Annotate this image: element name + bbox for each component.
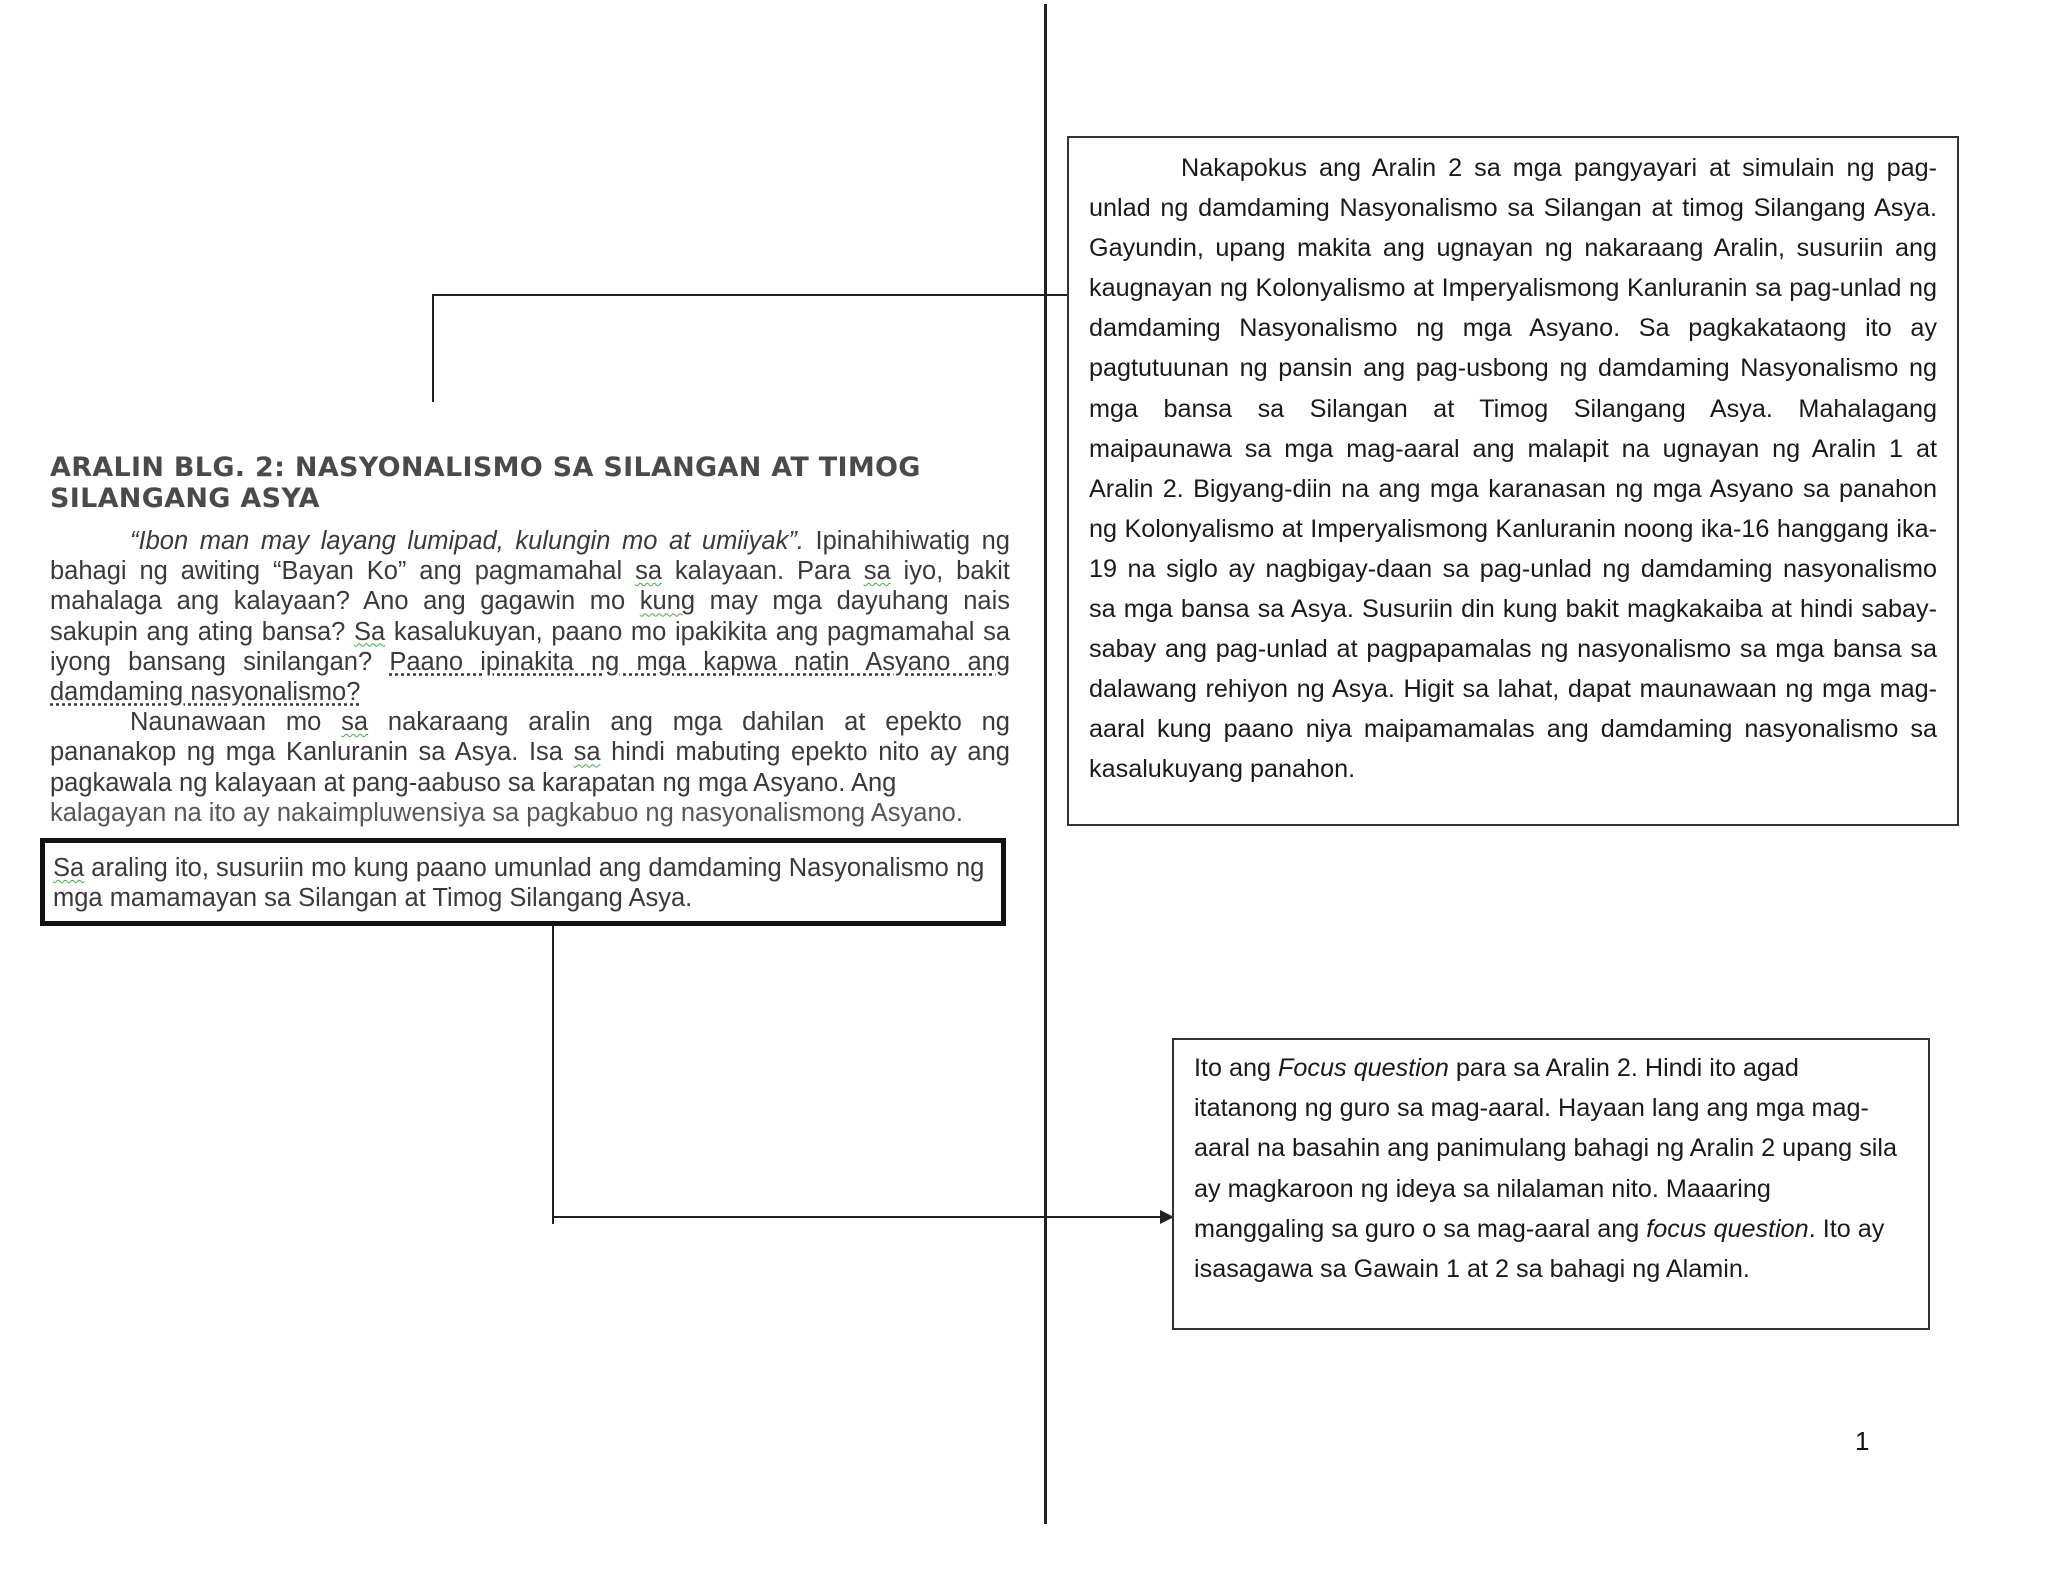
spellcheck-word: sa [573, 738, 601, 767]
connector-line-horizontal-top [432, 294, 1067, 296]
review-text-c: hindi mabuting epekto nito ay ang pagkawala ng kalayaan at pang-aabuso sa karapatan ng mga Asyano. Ang [50, 738, 1010, 797]
lesson-focus-box [40, 838, 1006, 926]
lesson-excerpt [50, 452, 1011, 827]
review-text-a: Naunawaan mo [130, 708, 342, 737]
lesson-title-line-1: ARALIN BLG. 2: NASYONALISMO SA SILANGAN AT TIMOG [50, 452, 921, 483]
spellcheck-word: sa [863, 557, 891, 586]
spellcheck-word: kung [639, 587, 696, 616]
teacher-note-overview [1067, 136, 1959, 826]
intro-text-b: kalayaan. Para [662, 557, 864, 586]
spellcheck-word: Sa [354, 617, 386, 646]
connector-line-horizontal-bottom [552, 1216, 1162, 1218]
lesson-focus-body: araling ito, susuriin mo kung paano umunlad ang damdaming Nasyonalismo ng mga mamamayan sa Silangan at Timog Silangang Asya. [53, 854, 985, 912]
spellcheck-word: sa [341, 708, 369, 737]
spellcheck-word: sa [635, 557, 662, 586]
connector-line-vertical-top [432, 294, 434, 402]
teacher-note-focus-question-text [1194, 1048, 1908, 1289]
teacher-note-focus-question [1172, 1038, 1930, 1330]
page-number: 1 [1855, 1426, 1870, 1456]
teacher-note-overview-text: Nakapokus ang Aralin 2 sa mga pangyayari at simulain ng pag-unlad ng damdaming Nasyonalismo sa Silangan at timog Silangang Asya. Gayundin, upang makita ang ugnayan ng nakaraang Aralin, susuriin ang kaugnayan ng Kolonyalismo at Imperyalismong Kanluranin sa pag-unlad ng damdaming Nasyonalismo ng mga Asyano. Sa pagkakataong ito ay pagtutuunan ng pansin ang pag-usbong ng damdaming Nasyonalismo ng mga bansa sa Silangan at Timog Silangang Asya. Mahalagang maipaunawa sa mga mag-aaral ang malapit na ugnayan ng Aralin 1 at Aralin 2. Bigyang-diin na ang mga karanasan ng mga Asyano sa panahon ng Kolonyalismo at Imperyalismong Kanluranin noong ika-16 hanggang ika-19 na siglo ay nagbigay-daan sa pag-unlad ng damdaming nasyonalismo sa mga bansa sa Asya. Susuriin din kung bakit magkakaiba at hindi sabay-sabay ang pag-unlad at pagpapamalas ng nasyonalismo sa mga bansa sa dalawang rehiyon ng Asya. Higit sa lahat, dapat maunawaan ng mga mag-aaral kung paano niya maipamamalas ang damdaming nasyonalismo sa kasalukuyang panahon. [1089, 154, 1937, 784]
review-paragraph [50, 707, 1010, 798]
lesson-title [50, 452, 1010, 514]
note2-emphasis-a: Focus question [1278, 1054, 1449, 1082]
focus-question-text: Paano ipinakita ng mga kapwa natin Asyano ang damdaming nasyonalismo? [50, 647, 1011, 707]
clipped-line: kalagayan na ito ay nakaimpluwensiya sa pagkabuo ng nasyonalismong Asyano. [50, 798, 963, 827]
intro-text-c: iyo, bakit mahalaga ang kalayaan? Ano ang gagawin mo [50, 557, 1010, 616]
song-quote: “Ibon man may layang lumipad, kulungin mo at umiiyak”. [130, 527, 804, 555]
page-center-divider [1044, 4, 1047, 1524]
note2-emphasis-b: focus question [1646, 1214, 1809, 1243]
review-text-b: nakaraang aralin ang mga dahilan at epekto ng pananakop ng mga Kanluranin sa Asya. Isa [50, 708, 1010, 767]
note2-text-a: Ito ang [1194, 1054, 1279, 1082]
connector-line-vertical-bottom [552, 926, 554, 1224]
lesson-title-line-2: SILANGANG ASYA [50, 483, 320, 514]
intro-text-d: may mga dayuhang nais sakupin ang ating bansa? [50, 587, 1010, 646]
lesson-focus-text [53, 853, 993, 913]
intro-text-e: kasalukuyan, paano mo ipakikita ang pagmamahal sa iyong bansang sinilangan? [50, 617, 1010, 676]
intro-paragraph [50, 526, 1010, 707]
note2-text-c: . Ito ay isasagawa sa Gawain 1 at 2 sa bahagi ng Alamin. [1194, 1214, 1885, 1284]
spellcheck-word: Sa [53, 854, 85, 882]
intro-text-a: Ipinahihiwatig ng bahagi ng awiting “Bayan Ko” ang pagmamahal [50, 527, 1010, 586]
note2-text-b: para sa Aralin 2. Hindi ito agad itatanong ng guro sa mag-aaral. Hayaan lang ang mga mag-aaral na basahin ang panimulang bahagi ng Aralin 2 upang sila ay magkaroon ng ideya sa nilalaman nito. Maaaring manggaling sa guro o sa mag-aaral ang [1194, 1054, 1897, 1243]
